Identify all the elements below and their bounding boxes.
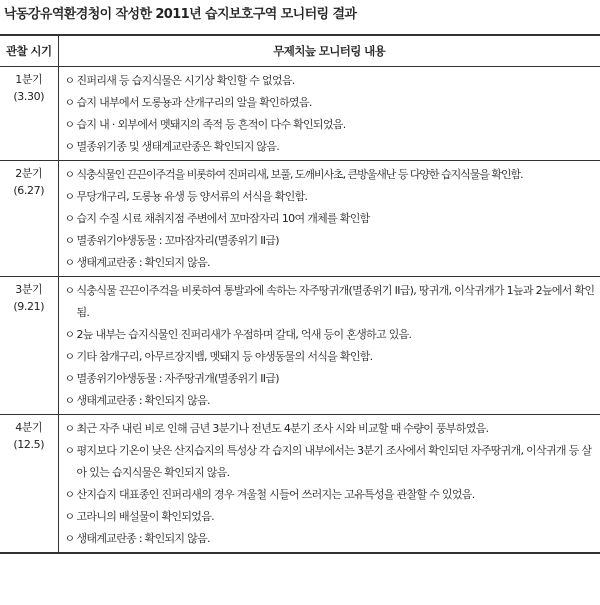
period-date: (3.30) (13, 90, 45, 103)
circle-bullet-icon: ㅇ (64, 510, 75, 523)
header-content: 무제치늪 모니터링 내용 (58, 35, 600, 67)
circle-bullet-icon: ㅇ (64, 256, 75, 269)
list-item: ㅇ 습지 수질 시료 채취지점 주변에서 꼬마잠자리 10여 개체를 확인함 (65, 208, 600, 230)
circle-bullet-icon: ㅇ (64, 234, 75, 247)
period-cell (0, 277, 58, 415)
circle-bullet-icon: ㅇ (64, 190, 75, 203)
list-item: ㅇ 최근 자주 내린 비로 인해 금년 3분기나 전년도 4분기 조사 시와 비교할 때 수량이 풍부하였음. (65, 418, 600, 440)
content-cell (58, 67, 600, 161)
period-label: 3분기 (15, 283, 43, 296)
circle-bullet-icon: ㅇ (64, 488, 75, 501)
period-label: 4분기 (15, 421, 43, 434)
period-cell (0, 415, 58, 554)
list-item: ㅇ 고라니의 배설물이 확인되었음. (65, 506, 600, 528)
period-label: 1분기 (15, 73, 43, 86)
table-row-q2 (0, 161, 600, 277)
circle-bullet-icon: ㅇ (64, 350, 75, 363)
circle-bullet-icon: ㅇ (64, 372, 75, 385)
list-item: ㅇ 멸종위기야생동물 : 자주땅귀개(멸종위기 II급) (65, 368, 600, 390)
circle-bullet-icon: ㅇ (64, 140, 75, 153)
content-cell (58, 415, 600, 554)
list-item: ㅇ 멸종위기야생동물 : 꼬마잠자리(멸종위기 II급) (65, 230, 600, 252)
table-row-q4 (0, 415, 600, 554)
list-item: ㅇ 멸종위기종 및 생태계교란종은 확인되지 않음. (65, 136, 600, 158)
circle-bullet-icon: ㅇ (64, 394, 75, 407)
document-title: 낙동강유역환경청이 작성한 2011년 습지보호구역 모니터링 결과 (4, 7, 357, 22)
circle-bullet-icon: ㅇ (64, 96, 75, 109)
list-item: ㅇ 식충식물 끈끈이주걱을 비롯하여 통발과에 속하는 자주땅귀개(멸종위기 II급), 땅귀개, 이삭귀개가 1늪과 2늪에서 확인됨. (65, 280, 600, 324)
list-item: ㅇ 습지 내부에서 도롱뇽과 산개구리의 알을 확인하였음. (65, 92, 600, 114)
circle-bullet-icon: ㅇ (64, 118, 75, 131)
monitoring-table (0, 34, 600, 554)
period-cell (0, 161, 58, 277)
period-date: (9.21) (13, 300, 45, 313)
circle-bullet-icon: ㅇ (64, 444, 75, 457)
list-item: ㅇ 평지보다 기온이 낮은 산지습지의 특성상 각 습지의 내부에서는 3분기 조사에서 확인되던 자주땅귀개, 이삭귀개 등 살아 있는 습지식물은 확인되지 않음. (65, 440, 600, 484)
list-item: ㅇ 식충식물인 끈끈이주걱을 비롯하여 진퍼리새, 보풀, 도깨비사초, 큰방울새난 등 다양한 습지식물을 확인함. (65, 164, 600, 186)
list-item: ㅇ 산지습지 대표종인 진퍼리새의 경우 겨울철 시들어 쓰러지는 고유특성을 관찰할 수 있었음. (65, 484, 600, 506)
period-label: 2분기 (15, 167, 43, 180)
circle-bullet-icon: ㅇ (64, 328, 75, 341)
content-cell (58, 161, 600, 277)
period-cell (0, 67, 58, 161)
circle-bullet-icon: ㅇ (64, 74, 75, 87)
circle-bullet-icon: ㅇ (64, 168, 75, 181)
period-date: (6.27) (13, 184, 45, 197)
period-date: (12.5) (13, 438, 45, 451)
list-item: ㅇ 생태계교란종 : 확인되지 않음. (65, 528, 600, 550)
list-item: ㅇ 생태계교란종 : 확인되지 않음. (65, 390, 600, 412)
list-item: ㅇ 무당개구리, 도롱뇽 유생 등 양서류의 서식을 확인함. (65, 186, 600, 208)
list-item: ㅇ 진퍼리새 등 습지식물은 시기상 확인할 수 없었음. (65, 70, 600, 92)
list-item: ㅇ 2늪 내부는 습지식물인 진퍼리새가 우점하며 갈대, 억새 등이 혼생하고 있음. (65, 324, 600, 346)
circle-bullet-icon: ㅇ (64, 212, 75, 225)
content-cell (58, 277, 600, 415)
circle-bullet-icon: ㅇ (64, 532, 75, 545)
circle-bullet-icon: ㅇ (64, 422, 75, 435)
table-row-q1 (0, 67, 600, 161)
list-item: ㅇ 습지 내 · 외부에서 멧돼지의 족적 등 흔적이 다수 확인되었음. (65, 114, 600, 136)
list-item: ㅇ 기타 참개구리, 아무르장지뱀, 멧돼지 등 야생동물의 서식을 확인함. (65, 346, 600, 368)
circle-bullet-icon: ㅇ (64, 284, 75, 297)
header-period: 관찰 시기 (0, 35, 58, 67)
table-row-q3 (0, 277, 600, 415)
table-header-row (0, 35, 600, 67)
list-item: ㅇ 생태계교란종 : 확인되지 않음. (65, 252, 600, 274)
